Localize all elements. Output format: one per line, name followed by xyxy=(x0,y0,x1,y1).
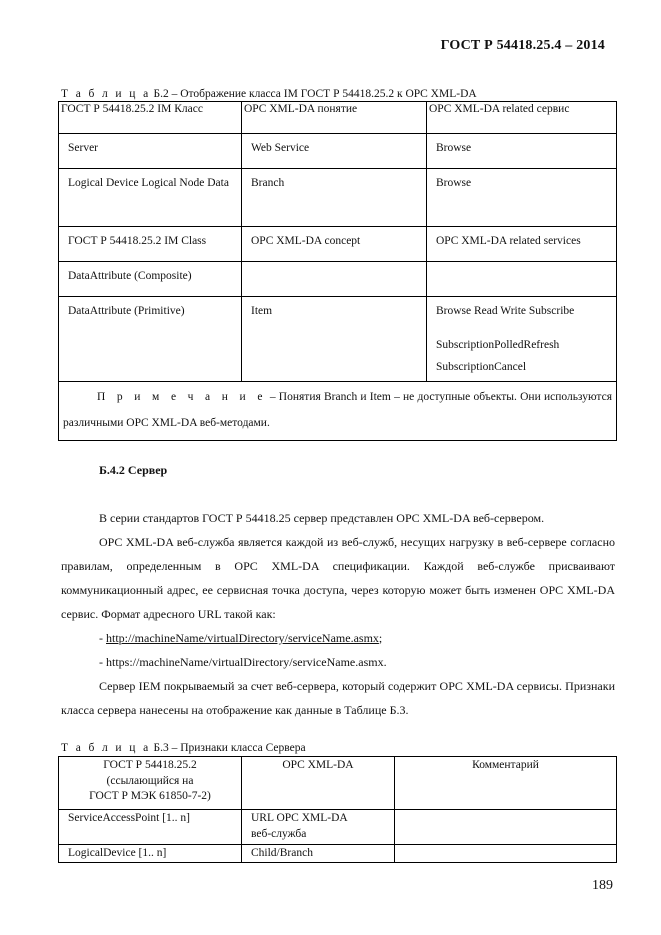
list-item-suffix: ; xyxy=(378,631,383,645)
cell-line: Browse Read Write Subscribe xyxy=(436,305,575,317)
list-item-prefix: - xyxy=(99,631,106,645)
header-cell: OPC XML-DA related сервис xyxy=(427,102,617,134)
table-cell: ServiceAccessPoint [1.. n] xyxy=(59,810,242,845)
table-note-row xyxy=(59,382,617,441)
table-b2-caption xyxy=(61,88,477,101)
table-cell: ГОСТ Р 54418.25.2 IM Class xyxy=(59,227,242,262)
table-cell xyxy=(242,810,395,845)
header-line: (ссылающийся на xyxy=(106,774,194,787)
paragraph: В серии стандартов ГОСТ Р 54418.25 сервер представлен OPC XML-DA веб-сервером. xyxy=(99,511,545,525)
header-cell: OPC XML-DA понятие xyxy=(242,102,427,134)
table-cell: OPC XML-DA related services xyxy=(427,227,617,262)
page-number: 189 xyxy=(592,878,613,893)
table-header-row xyxy=(59,757,617,810)
cell-line: URL OPC XML-DA xyxy=(251,812,348,824)
table-cell: Child/Branch xyxy=(242,845,395,863)
header-cell: Комментарий xyxy=(395,757,617,810)
table-caption-text: Б.3 – Признаки класса Сервера xyxy=(150,742,306,754)
table-row xyxy=(59,845,617,863)
table-cell xyxy=(427,262,617,297)
table-cell: DataAttribute (Primitive) xyxy=(59,297,242,382)
note-text: – Понятия Branch и Item – не доступные объекты. Они используются различными OPC XML-DA веб-методами. xyxy=(63,391,612,429)
table-caption-label: Т а б л и ц а xyxy=(61,88,151,100)
table-b2 xyxy=(58,101,617,441)
table-cell: Browse xyxy=(427,169,617,227)
table-cell: Branch xyxy=(242,169,427,227)
table-row xyxy=(59,297,617,382)
table-cell: OPC XML-DA concept xyxy=(242,227,427,262)
cell-line: SubscriptionCancel xyxy=(436,361,527,373)
table-cell: DataAttribute (Composite) xyxy=(59,262,242,297)
table-row xyxy=(59,169,617,227)
table-cell xyxy=(395,845,617,863)
table-cell xyxy=(242,262,427,297)
header-cell: OPC XML-DA xyxy=(242,757,395,810)
paragraph: OPC XML-DA веб-служба является каждой из веб-служб, несущих нагрузку в веб-сервере согласно правилам, определенным в OPC XML-DA спецификации. Каждой веб-службе присваивают коммуникационный адрес, ее сервисная точка доступа, через которую может быть изменен OPC XML-DA сервис. Формат адресного URL такой как: xyxy=(61,535,615,621)
table-row xyxy=(59,134,617,169)
header-line: ГОСТ Р МЭК 61850-7-2) xyxy=(89,790,211,802)
table-note xyxy=(59,382,617,441)
header-line: ГОСТ Р 54418.25.2 xyxy=(103,759,197,771)
cell-line: SubscriptionPolledRefresh xyxy=(436,339,560,351)
list-item: - https://machineName/virtualDirectory/serviceName.asmx. xyxy=(99,655,387,669)
table-header-row xyxy=(59,102,617,134)
table-caption-label: Т а б л и ц а xyxy=(61,742,151,754)
table-row xyxy=(59,262,617,297)
paragraph: Сервер IEM покрываемый за счет веб-сервера, который содержит OPC XML-DA сервисы. Признаки класса сервера нанесены на отображение как данные в Таблице Б.3. xyxy=(61,679,615,717)
cell-line: веб-служба xyxy=(251,827,307,840)
table-row xyxy=(59,227,617,262)
table-cell: LogicalDevice [1.. n] xyxy=(59,845,242,863)
table-caption-text: Б.2 – Отображение класса IM ГОСТ Р 54418.25.2 к OPC XML-DA xyxy=(150,88,477,100)
section-title: Б.4.2 Сервер xyxy=(99,463,168,477)
table-cell xyxy=(427,297,617,382)
header-cell xyxy=(59,757,242,810)
page-header: ГОСТ Р 54418.25.4 – 2014 xyxy=(440,38,605,53)
list-item xyxy=(61,626,615,650)
table-cell: Logical Device Logical Node Data xyxy=(59,169,242,227)
table-cell: Item xyxy=(242,297,427,382)
header-cell: ГОСТ Р 54418.25.2 IM Класс xyxy=(59,102,242,134)
table-b3-caption xyxy=(61,742,306,755)
url-link[interactable]: http://machineName/virtualDirectory/serviceName.asmx xyxy=(106,631,379,645)
table-cell: Server xyxy=(59,134,242,169)
table-b3 xyxy=(58,756,617,863)
table-cell: Browse xyxy=(427,134,617,169)
note-label: П р и м е ч а н и е xyxy=(97,391,267,403)
table-cell xyxy=(395,810,617,845)
table-row xyxy=(59,810,617,845)
table-cell: Web Service xyxy=(242,134,427,169)
